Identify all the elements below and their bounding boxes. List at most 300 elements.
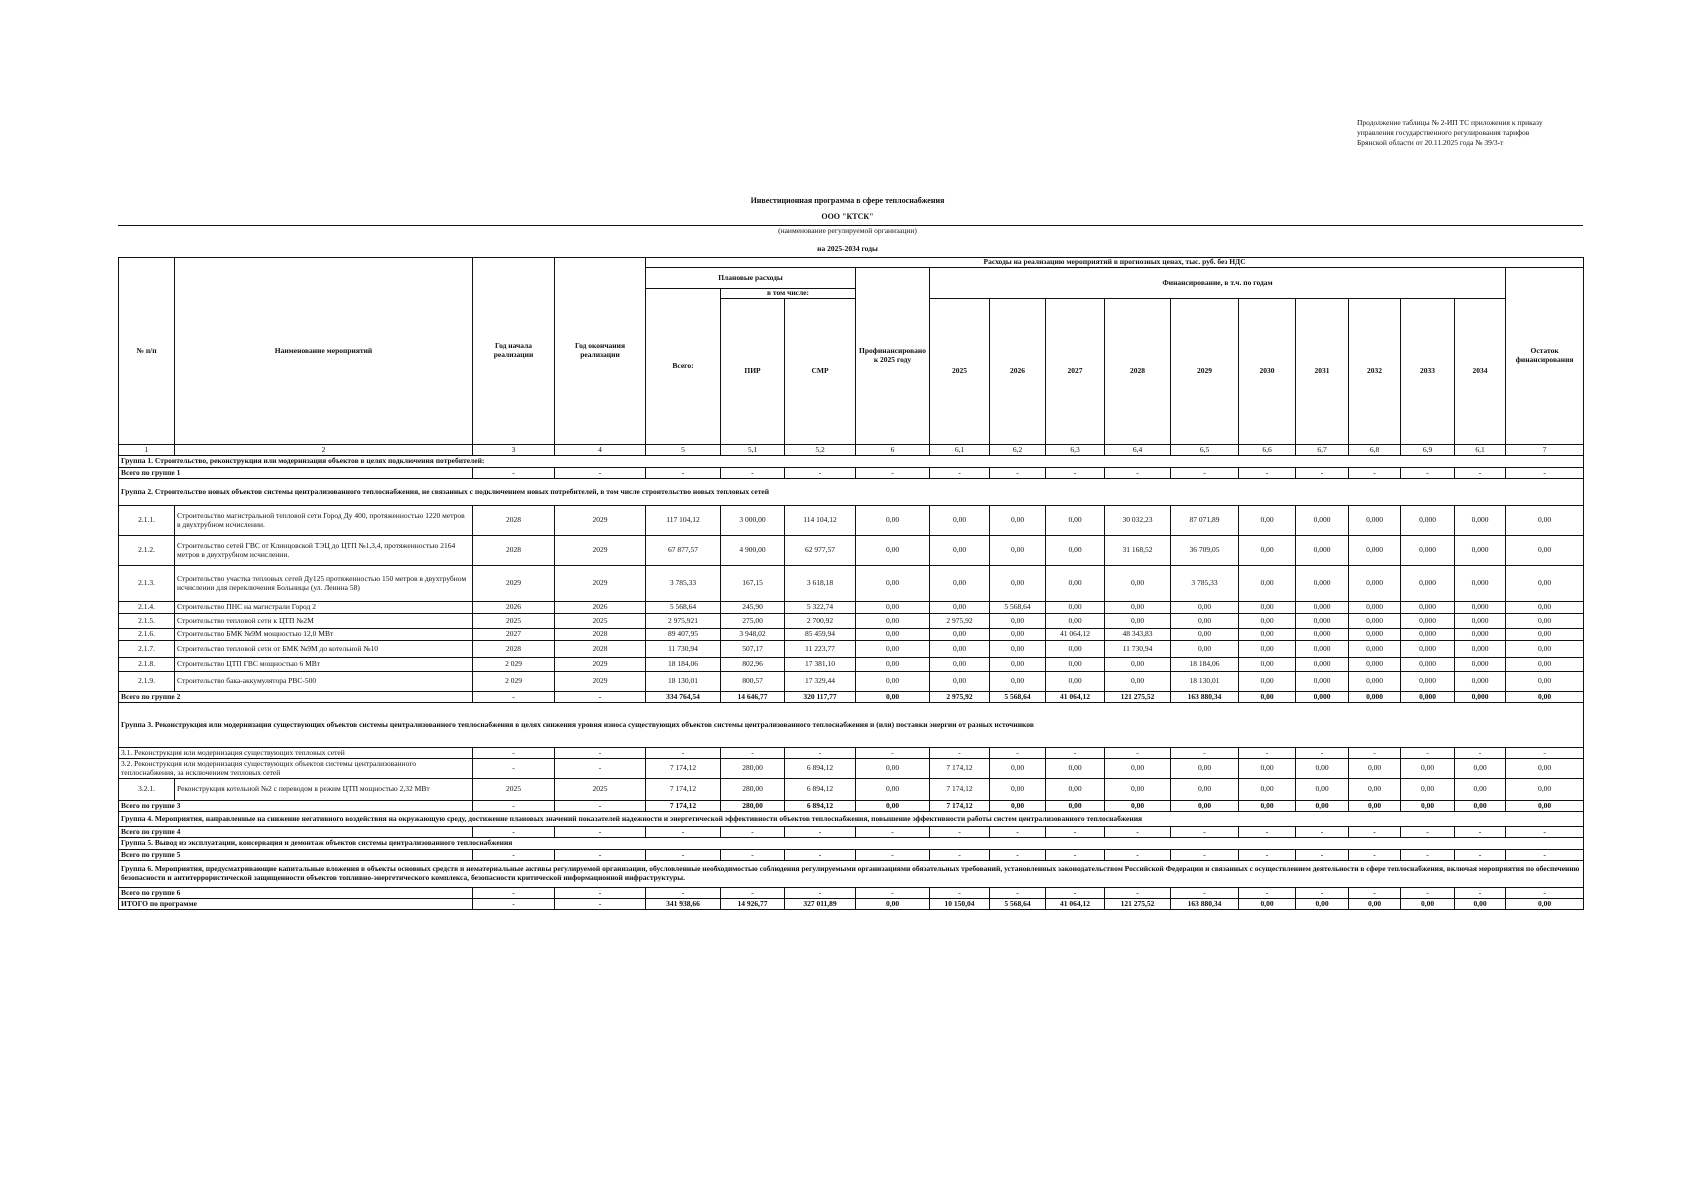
- empty-value-cell: -: [555, 801, 646, 812]
- remainder-cell: 0,00: [1506, 759, 1584, 779]
- year-value-cell: 0,00: [1105, 602, 1171, 614]
- header-name: Наименование мероприятий: [175, 258, 473, 445]
- smr-cell: 6 894,12: [785, 801, 856, 812]
- year-value-cell: 0,00: [990, 801, 1046, 812]
- subgroup-3-2-row: [119, 759, 1584, 779]
- empty-value-cell: -: [1401, 748, 1455, 759]
- empty-value-cell: -: [856, 850, 930, 861]
- year-value-cell: 0,000: [1455, 629, 1506, 641]
- header-start-year: Год начала реализации: [473, 258, 555, 445]
- column-number: 5: [646, 445, 721, 456]
- year-value-cell: 2 975,92: [930, 692, 990, 703]
- year-value-cell: 0,00: [1105, 759, 1171, 779]
- empty-value-cell: -: [990, 827, 1046, 838]
- end-year-cell: 2029: [555, 506, 646, 536]
- empty-value-cell: -: [1171, 850, 1239, 861]
- column-number: 6,9: [1401, 445, 1455, 456]
- year-value-cell: 0,00: [1239, 899, 1296, 910]
- year-value-cell: 0,00: [990, 566, 1046, 602]
- total-cell: 341 938,66: [646, 899, 721, 910]
- row-number: 2.1.4.: [119, 602, 175, 614]
- empty-value-cell: -: [1239, 827, 1296, 838]
- year-value-cell: 0,00: [1046, 566, 1105, 602]
- empty-value-cell: -: [555, 827, 646, 838]
- table-row: [119, 672, 1584, 692]
- year-value-cell: 0,00: [930, 641, 990, 658]
- empty-value-cell: -: [1349, 827, 1401, 838]
- column-number: 6,6: [1239, 445, 1296, 456]
- empty-value-cell: -: [1455, 827, 1506, 838]
- year-value-cell: 7 174,12: [930, 779, 990, 801]
- smr-cell: 62 977,57: [785, 536, 856, 566]
- total-cell: 334 764,54: [646, 692, 721, 703]
- year-value-cell: 0,000: [1455, 566, 1506, 602]
- group-2-total-row: [119, 692, 1584, 703]
- end-year-cell: 2025: [555, 614, 646, 629]
- group-1-total-row: [119, 468, 1584, 479]
- empty-value-cell: -: [646, 748, 721, 759]
- table-row: [119, 602, 1584, 614]
- table-row: [119, 629, 1584, 641]
- prefinance-cell: 0,00: [856, 506, 930, 536]
- smr-cell: 6 894,12: [785, 779, 856, 801]
- empty-value-cell: -: [1401, 888, 1455, 899]
- year-value-cell: 0,000: [1349, 658, 1401, 672]
- year-value-cell: 48 343,83: [1105, 629, 1171, 641]
- year-value-cell: 0,00: [1239, 614, 1296, 629]
- year-value-cell: 0,00: [1046, 641, 1105, 658]
- empty-value-cell: -: [990, 748, 1046, 759]
- group-6-total-row-label: Всего по группе 6: [119, 888, 473, 899]
- start-year-cell: 2 029: [473, 658, 555, 672]
- year-value-cell: 0,000: [1296, 672, 1349, 692]
- table-row: [119, 641, 1584, 658]
- smr-cell: 320 117,77: [785, 692, 856, 703]
- table-row: [119, 566, 1584, 602]
- empty-value-cell: -: [1105, 888, 1171, 899]
- empty-value-cell: -: [721, 827, 785, 838]
- year-value-cell: 0,00: [1296, 759, 1349, 779]
- year-value-cell: 0,00: [1239, 629, 1296, 641]
- empty-value-cell: -: [1455, 748, 1506, 759]
- table-row: [119, 536, 1584, 566]
- year-value-cell: 0,00: [930, 672, 990, 692]
- year-value-cell: 7 174,12: [930, 801, 990, 812]
- column-number: 6: [856, 445, 930, 456]
- empty-value-cell: -: [473, 850, 555, 861]
- group-3-total-row-label: Всего по группе 3: [119, 801, 473, 812]
- note-line: Продолжение таблицы № 2-ИП ТС приложения к приказу: [1357, 118, 1543, 127]
- column-number: 7: [1506, 445, 1584, 456]
- empty-value-cell: -: [1506, 850, 1584, 861]
- column-number: 2: [175, 445, 473, 456]
- year-value-cell: 0,00: [1171, 779, 1239, 801]
- empty-value-cell: -: [930, 850, 990, 861]
- year-value-cell: 0,00: [1105, 566, 1171, 602]
- empty-value-cell: -: [1171, 888, 1239, 899]
- remainder-cell: 0,00: [1506, 566, 1584, 602]
- prefinance-cell: 0,00: [856, 629, 930, 641]
- smr-cell: 17 381,10: [785, 658, 856, 672]
- group-4-total-row-label: Всего по группе 4: [119, 827, 473, 838]
- remainder-cell: 0,00: [1506, 536, 1584, 566]
- year-value-cell: 0,00: [990, 536, 1046, 566]
- year-value-cell: 0,00: [1105, 779, 1171, 801]
- header-year: 2034: [1455, 299, 1506, 445]
- end-year-cell: 2028: [555, 629, 646, 641]
- empty-value-cell: -: [990, 888, 1046, 899]
- empty-value-cell: -: [1455, 850, 1506, 861]
- empty-value-cell: -: [1171, 748, 1239, 759]
- empty-value-cell: -: [785, 748, 856, 759]
- prefinance-cell: 0,00: [856, 641, 930, 658]
- pir-cell: 14 646,77: [721, 692, 785, 703]
- empty-value-cell: -: [473, 759, 555, 779]
- empty-value-cell: -: [930, 827, 990, 838]
- empty-value-cell: -: [473, 827, 555, 838]
- end-year-cell: 2029: [555, 566, 646, 602]
- empty-value-cell: -: [1401, 827, 1455, 838]
- group-4-title: Группа 4. Мероприятия, направленные на снижение негативного воздействия на окружающую среду, достижение плановых значений показателей надежности и энергетической эффективности объектов теплоснабжения, повышение эффективности работы систем централизованного теплоснабжения: [119, 812, 1584, 827]
- total-cell: 3 785,33: [646, 566, 721, 602]
- header-year: 2025: [930, 299, 990, 445]
- table-body: [119, 258, 1584, 910]
- year-value-cell: 0,00: [1046, 602, 1105, 614]
- row-number: 3.2.1.: [119, 779, 175, 801]
- pir-cell: 245,90: [721, 602, 785, 614]
- total-cell: 18 184,06: [646, 658, 721, 672]
- table-row: [119, 614, 1584, 629]
- empty-value-cell: -: [1349, 888, 1401, 899]
- group-4-total-row: [119, 827, 1584, 838]
- empty-value-cell: -: [1239, 468, 1296, 479]
- grand-total-row: [119, 899, 1584, 910]
- year-value-cell: 0,000: [1401, 602, 1455, 614]
- empty-value-cell: -: [1506, 827, 1584, 838]
- empty-value-cell: -: [930, 468, 990, 479]
- year-value-cell: 121 275,52: [1105, 692, 1171, 703]
- year-value-cell: 0,00: [990, 629, 1046, 641]
- group-1-title: Группа 1. Строительство, реконструкция или модернизация объектов в целях подключения потребителей:: [119, 456, 1584, 468]
- smr-cell: 85 459,94: [785, 629, 856, 641]
- column-number: 3: [473, 445, 555, 456]
- year-value-cell: 30 032,23: [1105, 506, 1171, 536]
- year-value-cell: 0,000: [1455, 672, 1506, 692]
- empty-value-cell: -: [721, 468, 785, 479]
- column-number: 6,8: [1349, 445, 1401, 456]
- year-value-cell: 7 174,12: [930, 759, 990, 779]
- prefinance-cell: 0,00: [856, 759, 930, 779]
- empty-value-cell: -: [785, 888, 856, 899]
- year-value-cell: 0,00: [990, 779, 1046, 801]
- start-year-cell: 2 029: [473, 672, 555, 692]
- empty-value-cell: -: [856, 888, 930, 899]
- year-value-cell: 0,00: [930, 629, 990, 641]
- empty-value-cell: -: [1171, 827, 1239, 838]
- table-row: [119, 779, 1584, 801]
- empty-value-cell: -: [473, 888, 555, 899]
- year-value-cell: 0,00: [1171, 629, 1239, 641]
- column-number: 6,4: [1105, 445, 1171, 456]
- pir-cell: 4 900,00: [721, 536, 785, 566]
- column-number: 1: [119, 445, 175, 456]
- year-value-cell: 0,00: [1105, 658, 1171, 672]
- empty-value-cell: -: [1296, 748, 1349, 759]
- header-year: 2031: [1296, 299, 1349, 445]
- empty-value-cell: -: [990, 850, 1046, 861]
- remainder-cell: 0,00: [1506, 692, 1584, 703]
- year-value-cell: 41 064,12: [1046, 899, 1105, 910]
- prefinance-cell: 0,00: [856, 692, 930, 703]
- year-value-cell: 0,00: [1105, 614, 1171, 629]
- note-line: Брянской области от 20.11.2025 года № 39/3-т: [1357, 138, 1504, 147]
- year-value-cell: 0,00: [990, 641, 1046, 658]
- year-value-cell: 0,00: [1239, 641, 1296, 658]
- row-name: Строительство ЦТП ГВС мощностью 6 МВт: [175, 658, 473, 672]
- column-number: 6,1: [930, 445, 990, 456]
- empty-value-cell: -: [721, 888, 785, 899]
- smr-cell: 327 011,89: [785, 899, 856, 910]
- empty-value-cell: -: [473, 899, 555, 910]
- year-value-cell: 0,000: [1296, 692, 1349, 703]
- year-value-cell: 0,00: [990, 506, 1046, 536]
- year-value-cell: 0,000: [1349, 602, 1401, 614]
- empty-value-cell: -: [473, 468, 555, 479]
- table-row: [119, 658, 1584, 672]
- year-value-cell: 0,00: [1239, 801, 1296, 812]
- row-name: Строительство тепловой сети к ЦТП №2М: [175, 614, 473, 629]
- column-number: 4: [555, 445, 646, 456]
- header-year: 2033: [1401, 299, 1455, 445]
- year-value-cell: 0,000: [1349, 629, 1401, 641]
- year-value-cell: 0,000: [1401, 658, 1455, 672]
- year-value-cell: 0,000: [1349, 614, 1401, 629]
- header-year: 2030: [1239, 299, 1296, 445]
- year-value-cell: 0,00: [930, 566, 990, 602]
- empty-value-cell: -: [930, 888, 990, 899]
- row-number: 2.1.7.: [119, 641, 175, 658]
- empty-value-cell: -: [1455, 468, 1506, 479]
- empty-value-cell: -: [1401, 468, 1455, 479]
- prefinance-cell: 0,00: [856, 672, 930, 692]
- year-value-cell: 0,000: [1296, 658, 1349, 672]
- year-value-cell: 0,00: [1349, 899, 1401, 910]
- year-value-cell: 0,00: [1349, 779, 1401, 801]
- header-end-year: Год окончания реализации: [555, 258, 646, 445]
- table-row: [119, 506, 1584, 536]
- total-cell: 89 407,95: [646, 629, 721, 641]
- pir-cell: 275,00: [721, 614, 785, 629]
- empty-value-cell: -: [721, 850, 785, 861]
- empty-value-cell: -: [1046, 748, 1105, 759]
- header-prefinance: Профинансировано к 2025 году: [856, 268, 930, 445]
- empty-value-cell: -: [785, 468, 856, 479]
- prefinance-cell: 0,00: [856, 602, 930, 614]
- prefinance-cell: 0,00: [856, 614, 930, 629]
- year-value-cell: 0,00: [1296, 779, 1349, 801]
- year-value-cell: 0,00: [1046, 672, 1105, 692]
- row-number: 2.1.6.: [119, 629, 175, 641]
- empty-value-cell: -: [1506, 468, 1584, 479]
- header-year: 2026: [990, 299, 1046, 445]
- start-year-cell: 2027: [473, 629, 555, 641]
- empty-value-cell: -: [473, 748, 555, 759]
- smr-cell: 114 104,12: [785, 506, 856, 536]
- empty-value-cell: -: [1105, 748, 1171, 759]
- year-value-cell: 0,000: [1401, 614, 1455, 629]
- year-value-cell: 0,000: [1401, 641, 1455, 658]
- row-number: 2.1.1.: [119, 506, 175, 536]
- remainder-cell: 0,00: [1506, 641, 1584, 658]
- year-value-cell: 0,000: [1401, 566, 1455, 602]
- empty-value-cell: -: [555, 888, 646, 899]
- total-cell: 5 568,64: [646, 602, 721, 614]
- header-planned: Плановые расходы: [646, 268, 856, 289]
- year-value-cell: 0,000: [1296, 566, 1349, 602]
- year-value-cell: 0,000: [1296, 629, 1349, 641]
- year-value-cell: 0,000: [1296, 614, 1349, 629]
- start-year-cell: 2025: [473, 779, 555, 801]
- start-year-cell: 2028: [473, 536, 555, 566]
- prefinance-cell: 0,00: [856, 899, 930, 910]
- prefinance-cell: 0,00: [856, 801, 930, 812]
- header-year: 2028: [1105, 299, 1171, 445]
- group-6-total-row: [119, 888, 1584, 899]
- year-value-cell: 0,00: [1455, 759, 1506, 779]
- document-title: Инвестиционная программа в сфере теплоснабжения: [750, 196, 945, 205]
- empty-value-cell: -: [473, 692, 555, 703]
- year-value-cell: 0,00: [1455, 779, 1506, 801]
- empty-value-cell: -: [1105, 468, 1171, 479]
- year-value-cell: 163 880,34: [1171, 692, 1239, 703]
- year-value-cell: 0,00: [1239, 779, 1296, 801]
- empty-value-cell: -: [1239, 888, 1296, 899]
- row-name: Строительство бака-аккумулятора РВС-500: [175, 672, 473, 692]
- prefinance-cell: 0,00: [856, 536, 930, 566]
- remainder-cell: 0,00: [1506, 779, 1584, 801]
- column-number: 6,2: [990, 445, 1046, 456]
- year-value-cell: 0,00: [1401, 779, 1455, 801]
- empty-value-cell: -: [555, 692, 646, 703]
- grand-total-row-label: ИТОГО по программе: [119, 899, 473, 910]
- header-pir: ПИР: [721, 299, 785, 445]
- remainder-cell: 0,00: [1506, 658, 1584, 672]
- empty-value-cell: -: [555, 748, 646, 759]
- subgroup-3-1-row: [119, 748, 1584, 759]
- organization-name: ООО "КТСК": [821, 212, 874, 221]
- header-financing: Финансирование, в т.ч. по годам: [930, 268, 1506, 299]
- end-year-cell: 2026: [555, 602, 646, 614]
- empty-value-cell: -: [1506, 888, 1584, 899]
- column-number-row: [119, 445, 1584, 456]
- empty-value-cell: -: [1349, 850, 1401, 861]
- year-value-cell: 0,00: [1046, 759, 1105, 779]
- empty-value-cell: -: [1046, 888, 1105, 899]
- group-5-total-row-label: Всего по группе 5: [119, 850, 473, 861]
- year-value-cell: 0,00: [1401, 759, 1455, 779]
- remainder-cell: 0,00: [1506, 614, 1584, 629]
- program-period: на 2025-2034 годы: [817, 244, 878, 253]
- pir-cell: 280,00: [721, 779, 785, 801]
- empty-value-cell: -: [1046, 850, 1105, 861]
- empty-value-cell: -: [1296, 468, 1349, 479]
- total-cell: 18 130,01: [646, 672, 721, 692]
- row-name: Строительство ПНС на магистрали Город 2: [175, 602, 473, 614]
- year-value-cell: 31 168,52: [1105, 536, 1171, 566]
- group-5-title: Группа 5. Вывод из эксплуатации, консервация и демонтаж объектов системы централизованного теплоснабжения: [119, 838, 1584, 850]
- header-incl: в том числе:: [721, 289, 856, 299]
- year-value-cell: 3 785,33: [1171, 566, 1239, 602]
- remainder-cell: 0,00: [1506, 506, 1584, 536]
- start-year-cell: 2028: [473, 641, 555, 658]
- row-number: 2.1.9.: [119, 672, 175, 692]
- smr-cell: 17 329,44: [785, 672, 856, 692]
- prefinance-cell: 0,00: [856, 779, 930, 801]
- year-value-cell: 0,00: [1401, 899, 1455, 910]
- year-value-cell: 0,00: [1105, 801, 1171, 812]
- empty-value-cell: -: [856, 827, 930, 838]
- year-value-cell: 0,00: [1455, 899, 1506, 910]
- total-cell: 2 975,921: [646, 614, 721, 629]
- year-value-cell: 0,00: [1239, 658, 1296, 672]
- empty-value-cell: -: [1349, 468, 1401, 479]
- row-name: Строительство участка тепловых сетей Ду125 протяженностью 150 метров в двухтрубном исчислении для переключения Больницы (ул. Ленина 58): [175, 566, 473, 602]
- year-value-cell: 0,00: [1239, 566, 1296, 602]
- year-value-cell: 121 275,52: [1105, 899, 1171, 910]
- year-value-cell: 0,000: [1455, 506, 1506, 536]
- empty-value-cell: -: [646, 468, 721, 479]
- remainder-cell: 0,00: [1506, 602, 1584, 614]
- year-value-cell: 0,00: [1239, 759, 1296, 779]
- year-value-cell: 0,00: [1401, 801, 1455, 812]
- year-value-cell: 0,000: [1349, 641, 1401, 658]
- year-value-cell: 0,000: [1401, 506, 1455, 536]
- year-value-cell: 5 568,64: [990, 899, 1046, 910]
- note-line: управления государственного регулирования тарифов: [1357, 128, 1530, 137]
- group-2-total-row-label: Всего по группе 2: [119, 692, 473, 703]
- remainder-cell: 0,00: [1506, 672, 1584, 692]
- year-value-cell: 0,00: [1046, 614, 1105, 629]
- pir-cell: 800,57: [721, 672, 785, 692]
- end-year-cell: 2029: [555, 658, 646, 672]
- year-value-cell: 0,00: [990, 614, 1046, 629]
- year-value-cell: 0,00: [1239, 692, 1296, 703]
- group-2-title: Группа 2. Строительство новых объектов системы централизованного теплоснабжения, не связанных с подключением новых потребителей, в том числе строительство новых тепловых сетей: [119, 479, 1584, 506]
- year-value-cell: 0,000: [1401, 629, 1455, 641]
- row-name: Строительство магистральной тепловой сети Город Ду 400, протяженностью 1220 метров в двухтрубном исчислении.: [175, 506, 473, 536]
- total-cell: 7 174,12: [646, 779, 721, 801]
- year-value-cell: 0,000: [1401, 536, 1455, 566]
- year-value-cell: 0,000: [1455, 658, 1506, 672]
- row-number: 2.1.3.: [119, 566, 175, 602]
- empty-value-cell: -: [646, 827, 721, 838]
- end-year-cell: 2029: [555, 672, 646, 692]
- year-value-cell: 0,00: [1239, 602, 1296, 614]
- year-value-cell: 0,00: [1349, 759, 1401, 779]
- empty-value-cell: -: [856, 468, 930, 479]
- year-value-cell: 11 730,94: [1105, 641, 1171, 658]
- start-year-cell: 2028: [473, 506, 555, 536]
- header-smr: СМР: [785, 299, 856, 445]
- remainder-cell: 0,00: [1506, 801, 1584, 812]
- header-year: 2032: [1349, 299, 1401, 445]
- smr-cell: 2 700,92: [785, 614, 856, 629]
- year-value-cell: 0,000: [1455, 536, 1506, 566]
- start-year-cell: 2026: [473, 602, 555, 614]
- year-value-cell: 0,00: [990, 658, 1046, 672]
- row-number: 2.1.5.: [119, 614, 175, 629]
- year-value-cell: 0,00: [1171, 602, 1239, 614]
